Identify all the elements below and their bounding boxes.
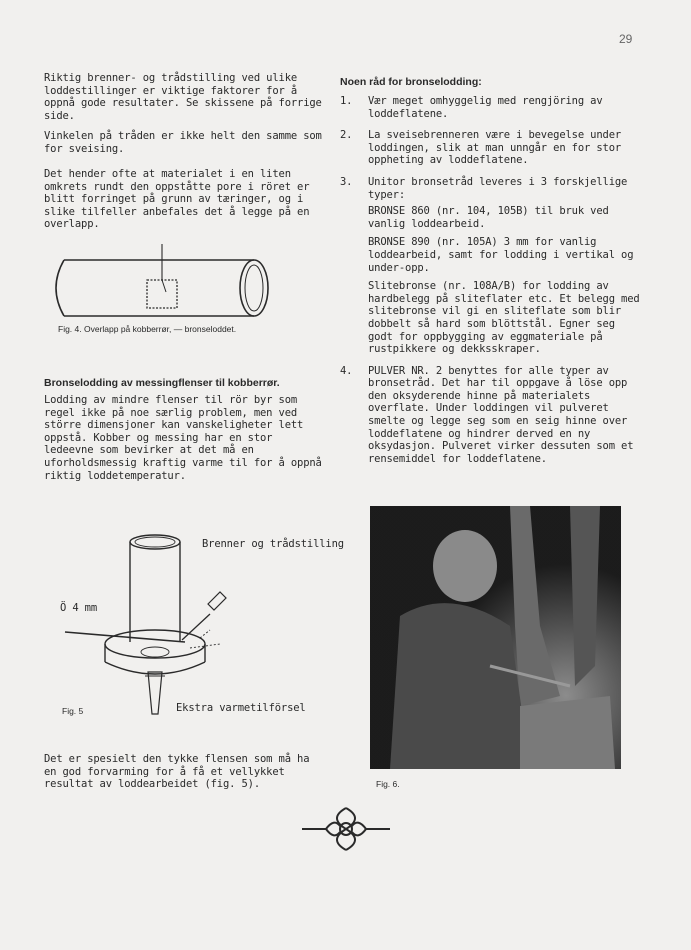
fig4-caption: Fig. 4. Overlapp på kobberrør, — bronseloddet. — [58, 324, 237, 334]
ornament-icon — [298, 804, 394, 854]
paragraph-preheat: Det er spesielt den tykke flensen som må ha en god forvarming for å få et vellykket resultat av loddearbeidet (fig. 5). — [44, 753, 310, 791]
paragraph-flanges: Lodding av mindre flenser til rör byr som regel ikke på noe særlig problem, men ved större dimensjoner kan vanskeligheter lett oppstå. Kobber og messing har en stor ledeevne som bevirker at det må en uforholdsmessig kraftig varme til for å oppnå riktig loddetemperatur. — [44, 394, 322, 482]
fig4-pipe-overlap-diagram — [44, 240, 280, 322]
fig5-flange-diagram — [60, 524, 240, 724]
heading-bronze-tips: Noen råd for bronselodding: — [340, 76, 482, 88]
page-number: 29 — [619, 32, 633, 46]
paragraph-burner-position: Riktig brenner- og trådstilling ved ulike loddestillinger er viktige faktorer for å oppnå gode resultater. Se skissene på forrige side. — [44, 72, 322, 122]
fig6-welder-photo — [370, 506, 621, 769]
heading-brass-flanges: Bronselodding av messingflenser til kobberrør. — [44, 377, 280, 389]
sub-item-slitebronse: Slitebronse (nr. 108A/B) for lodding av hardbelegg på sliteflater etc. Et belegg med slitebronse vil gi en sliteflate som blir dobbelt så hard som blöttstål. Egner seg godt for oppbygging av eggmateriale på rustpikkere og dekksskraper. — [368, 280, 640, 356]
fig5-caption: Fig. 5 — [62, 706, 84, 716]
paragraph-overlap: Det hender ofte at materialet i en liten omkrets rundt den oppståtte pore i röret er blitt forringet på grunn av tæringer, og i slike tilfeller anbefales det å legge på en overlapp. — [44, 168, 310, 231]
fig5-label-extra-heat: Ekstra varmetilförsel — [176, 702, 306, 714]
list-item: 3. Unitor bronsetråd leveres i 3 forskjellige typer: BRONSE 860 (nr. 104, 105B) til bruk ved vanlig loddearbeid. BRONSE 890 (nr. 105A) 3 mm for vanlig loddearbeid, samt for lodding i vertikal og under-opp. Slitebronse (nr. 108A/B) for lodding av hardbelegg på sliteflater etc. Et belegg med slitebronse vil gi en sliteflate som blir dobbelt så hard som blöttstål. Egner seg godt for oppbygging av eggmateriale på rustpikkere og dekksskraper. — [340, 175, 640, 356]
sub-item-bronse-860: BRONSE 860 (nr. 104, 105B) til bruk ved vanlig loddearbeid. — [368, 205, 609, 230]
paragraph-wire-angle: Vinkelen på tråden er ikke helt den samme som for sveising. — [44, 130, 322, 155]
list-item: 2. La sveisebrenneren være i bevegelse under loddingen, slik at man unngår en for stor oppheting av loddeflatene. — [340, 129, 622, 167]
tips-list — [340, 95, 640, 474]
list-item: 1. Vær meget omhyggelig med rengjöring av loddeflatene. — [340, 95, 603, 120]
fig6-caption: Fig. 6. — [376, 779, 400, 789]
fig5-label-burner: Brenner og trådstilling — [202, 538, 344, 550]
fig5-label-wire: Ö 4 mm — [60, 602, 98, 614]
list-item: 4. PULVER NR. 2 benyttes for alle typer av bronsetråd. Det har til oppgave å löse opp den oksyderende hinne på materialets overflate. Under loddingen vil pulveret smelte og legge seg som en seig hinne over loddeflatene og hindrer derved en ny oksydasjon. Pulveret virker dessuten som et rensemiddel for loddeflatene. — [340, 364, 634, 465]
sub-item-bronse-890: BRONSE 890 (nr. 105A) 3 mm for vanlig loddearbeid, samt for lodding i vertikal og under-opp. — [368, 236, 634, 274]
